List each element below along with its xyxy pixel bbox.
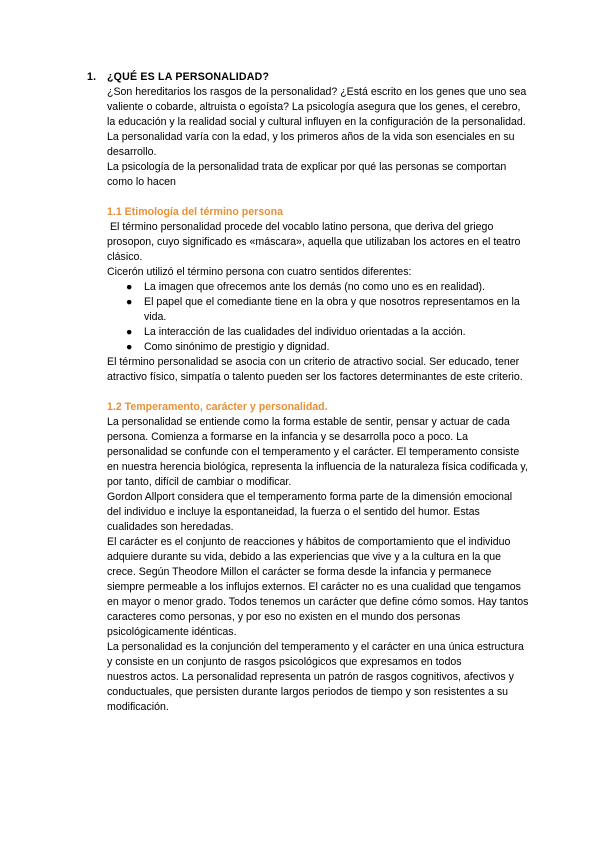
paragraph: ¿Son hereditarios los rasgos de la personalidad? ¿Está escrito en los genes que uno sea valiente o cobarde, altruista o egoísta? La psicología asegura que los genes, el cerebro, la educación y la realidad social y cultural influyen en la configuración de la personalidad. (107, 86, 527, 128)
list-item-text: El papel que el comediante tiene en la obra y que nosotros representamos en la vida. (144, 296, 520, 323)
section-number: 1. (87, 71, 97, 83)
list-item-text: La imagen que ofrecemos ante los demás (no como uno es en realidad). (144, 281, 485, 293)
paragraph: La personalidad varía con la edad, y los primeros años de la vida son esenciales en su desarrollo. (107, 131, 515, 158)
subsection-title-etymology: 1.1 Etimología del término persona (107, 206, 284, 218)
list-item (107, 325, 529, 340)
document-body (87, 70, 529, 715)
bullet-icon: ● (126, 281, 133, 293)
paragraph: La personalidad es la conjunción del temperamento y el carácter en una única estructura y consiste en un conjunto de rasgos psicológicos que expresamos en todos (107, 641, 524, 668)
paragraph: El término personalidad procede del vocablo latino persona, que deriva del griego prosopon, cuyo significado es «máscara», aquella que utilizaban los actores en el teatro clásico. (107, 221, 524, 263)
bullet-list (107, 280, 529, 355)
bullet-icon: ● (126, 296, 133, 308)
paragraph: La personalidad se entiende como la forma estable de sentir, pensar y actuar de cada persona. Comienza a formarse en la infancia y se desarrolla poco a poco. La personalidad se confunde con el temperamento y el carácter. El temperamento consiste en nuestra herencia biológica, representa la influencia de la naturaleza física codificada y, por tanto, difícil de cambiar o modificar. (107, 416, 528, 488)
list-item-text: La interacción de las cualidades del individuo orientadas a la acción. (144, 326, 466, 338)
paragraph: Cicerón utilizó el término persona con cuatro sentidos diferentes: (107, 266, 412, 278)
bullet-icon: ● (126, 326, 133, 338)
section-title: ¿QUÉ ES LA PERSONALIDAD? (107, 71, 270, 83)
paragraph: nuestros actos. La personalidad representa un patrón de rasgos cognitivos, afectivos y conductuales, que persisten durante largos periodos de tiempo y son resistentes a su modificación. (107, 671, 514, 713)
paragraph: La psicología de la personalidad trata de explicar por qué las personas se comportan como lo hacen (107, 161, 507, 188)
bullet-icon: ● (126, 341, 133, 353)
paragraph: El carácter es el conjunto de reacciones y hábitos de comportamiento que el individuo adquiere durante su vida, debido a las experiencias que vive y a la cultura en la que crece. Según Theodore Millon el carácter se forma desde la infancia y permanece siempre permeable a los influjos externos. El carácter no es una cualidad que tengamos en mayor o menor grado. Todos tenemos un carácter que define cómo somos. Hay tantos caracteres como personas, y por eso no existen en el mundo dos personas psicológicamente idénticas. (107, 536, 529, 638)
list-item-text: Como sinónimo de prestigio y dignidad. (144, 341, 330, 353)
subsection-title-temperament: 1.2 Temperamento, carácter y personalidad. (107, 401, 328, 413)
paragraph: El término personalidad se asocia con un criterio de atractivo social. Ser educado, tener atractivo físico, simpatía o talento pueden ser los factores determinantes de este criterio. (107, 356, 523, 383)
paragraph: Gordon Allport considera que el temperamento forma parte de la dimensión emocional del individuo e incluye la espontaneidad, la fuerza o el sentido del humor. Estas cualidades son heredadas. (107, 491, 513, 533)
list-item (107, 280, 529, 295)
list-item (107, 340, 529, 355)
list-item (107, 295, 529, 325)
section-heading (87, 70, 529, 85)
